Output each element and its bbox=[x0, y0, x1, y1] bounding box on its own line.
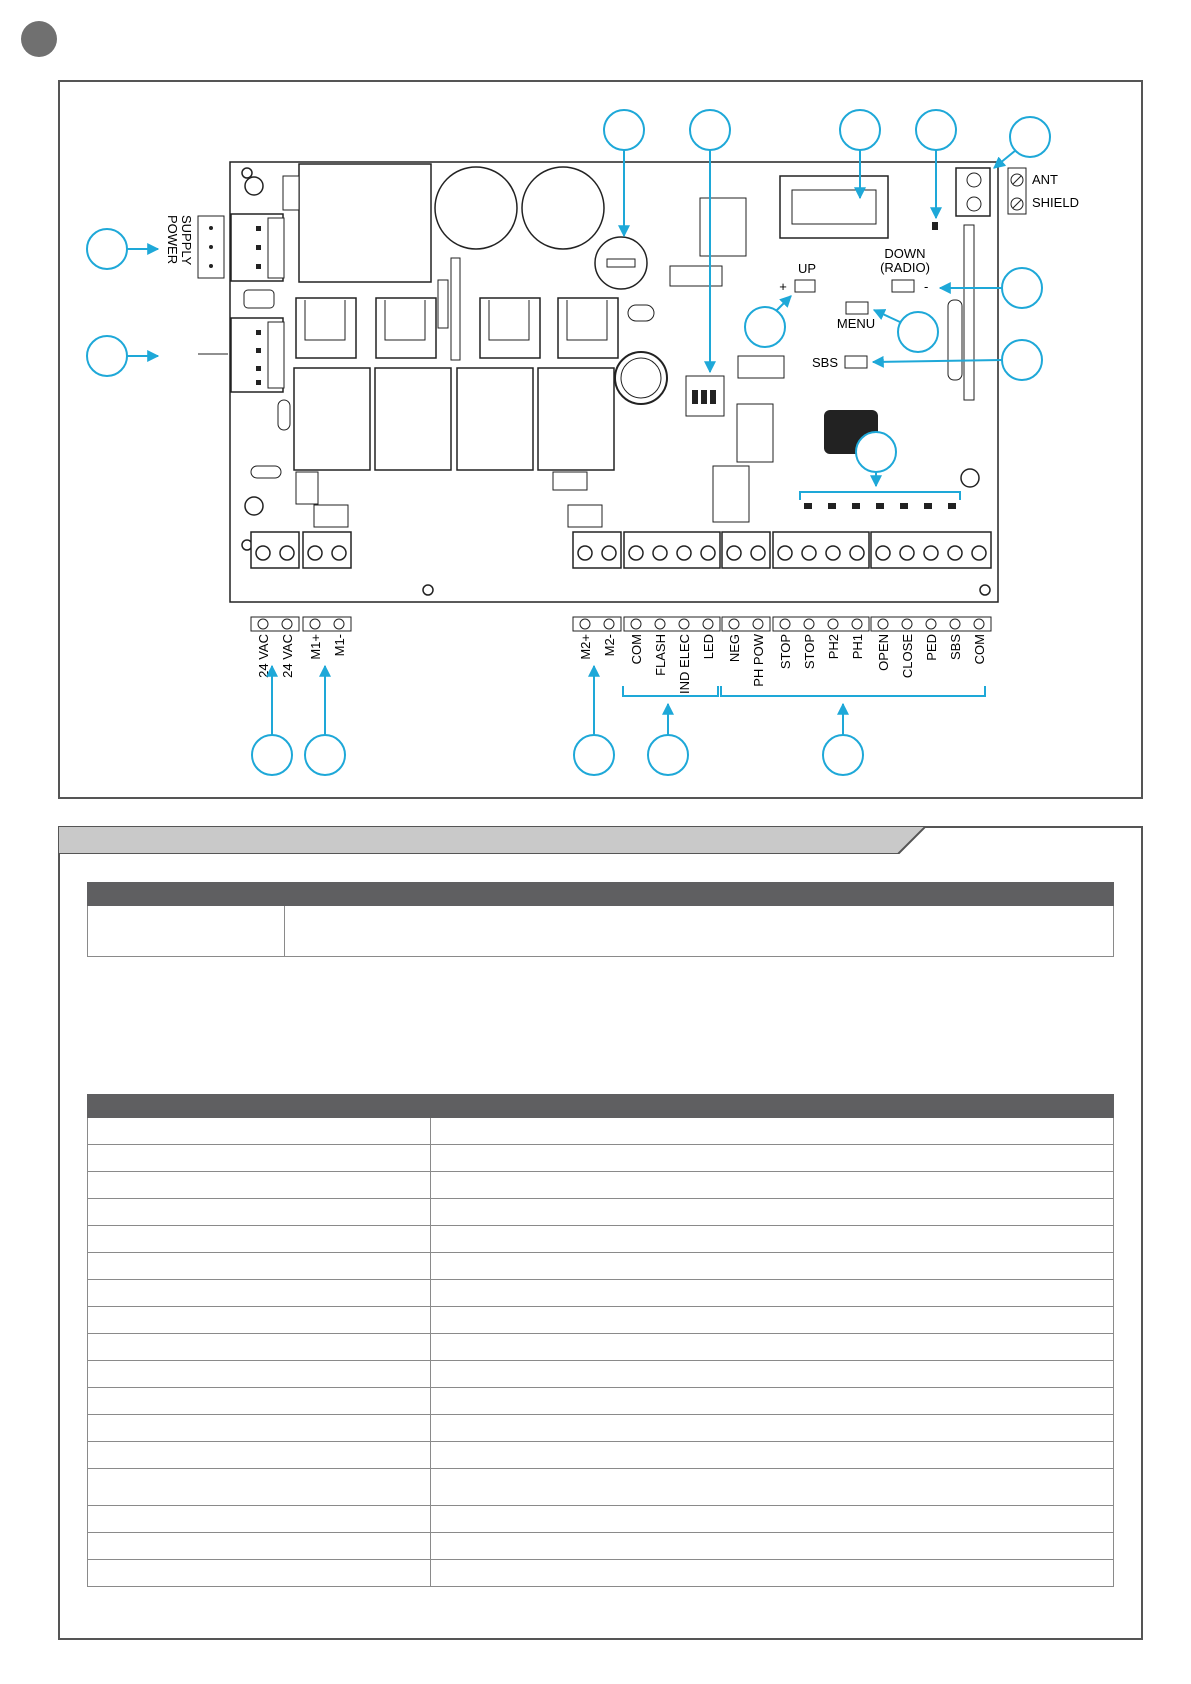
power-label: POWER bbox=[165, 215, 180, 265]
spec-header-cell bbox=[285, 883, 1114, 906]
table-row bbox=[88, 1145, 1114, 1172]
terminal-label: STOP bbox=[778, 634, 793, 670]
terminal-label: PH POW bbox=[751, 634, 766, 687]
terminal-label: PED bbox=[924, 634, 939, 661]
sbs-button[interactable] bbox=[845, 356, 867, 368]
table-row bbox=[88, 1442, 1114, 1469]
table-row bbox=[88, 1226, 1114, 1253]
up-label: UP bbox=[797, 261, 817, 276]
table-row bbox=[88, 1280, 1114, 1307]
control-board-diagram bbox=[0, 0, 1191, 820]
terminal-label: M2- bbox=[602, 634, 617, 657]
terminal-label: COM bbox=[629, 634, 644, 665]
spec-cell bbox=[88, 906, 285, 957]
terminal-label: M1- bbox=[332, 634, 347, 657]
sbs-label: SBS bbox=[811, 355, 838, 370]
menu-label: MENU bbox=[836, 316, 876, 331]
shield-terminal-label: SHIELD bbox=[1032, 195, 1079, 210]
spec-table bbox=[87, 882, 1114, 957]
terminal-label: STOP bbox=[802, 634, 817, 670]
table-row bbox=[88, 1415, 1114, 1442]
plus-label: + bbox=[779, 279, 787, 294]
table-row bbox=[88, 1506, 1114, 1533]
terminal-label: COM bbox=[972, 634, 987, 665]
terminal-label: M1+ bbox=[308, 634, 323, 660]
terminal-label: PH2 bbox=[826, 634, 841, 660]
table-row bbox=[88, 1334, 1114, 1361]
terminal-label: 24 VAC bbox=[256, 634, 271, 678]
spec-cell bbox=[285, 906, 1114, 957]
terminal-label: IND ELEC bbox=[677, 634, 692, 694]
terminal-label: CLOSE bbox=[900, 634, 915, 679]
radio-label: (RADIO) bbox=[880, 260, 930, 275]
table-row bbox=[88, 1560, 1114, 1587]
terminal-label: NEG bbox=[727, 634, 742, 663]
down-label: DOWN bbox=[884, 246, 926, 261]
table-row bbox=[88, 1307, 1114, 1334]
terminal-table bbox=[87, 1094, 1114, 1587]
table-row bbox=[88, 1253, 1114, 1280]
terminal-strip bbox=[251, 617, 991, 631]
terminal-label: SBS bbox=[948, 634, 963, 661]
table-row bbox=[88, 1172, 1114, 1199]
menu-button[interactable] bbox=[846, 302, 868, 314]
terminal-label: PH1 bbox=[850, 634, 865, 660]
section-tab bbox=[58, 826, 926, 854]
terminal-label: LED bbox=[701, 634, 716, 660]
minus-label: - bbox=[924, 279, 929, 294]
table-row bbox=[88, 1199, 1114, 1226]
terminal-label: M2+ bbox=[578, 634, 593, 660]
terminal-label: 24 VAC bbox=[280, 634, 295, 678]
table-row bbox=[88, 1361, 1114, 1388]
terminal-header-cell bbox=[88, 1095, 431, 1118]
terminal-header-cell bbox=[431, 1095, 1114, 1118]
spec-header-cell bbox=[88, 883, 285, 906]
terminal-label: OPEN bbox=[876, 634, 891, 671]
table-row bbox=[88, 1388, 1114, 1415]
supply-label: SUPPLY bbox=[179, 215, 194, 266]
ant-terminal-label: ANT bbox=[1032, 172, 1058, 187]
up-button[interactable] bbox=[795, 280, 815, 292]
table-row bbox=[88, 1533, 1114, 1560]
terminal-label: FLASH bbox=[653, 634, 668, 676]
table-row bbox=[88, 1118, 1114, 1145]
table-row bbox=[88, 1469, 1114, 1506]
down-button[interactable] bbox=[892, 280, 914, 292]
